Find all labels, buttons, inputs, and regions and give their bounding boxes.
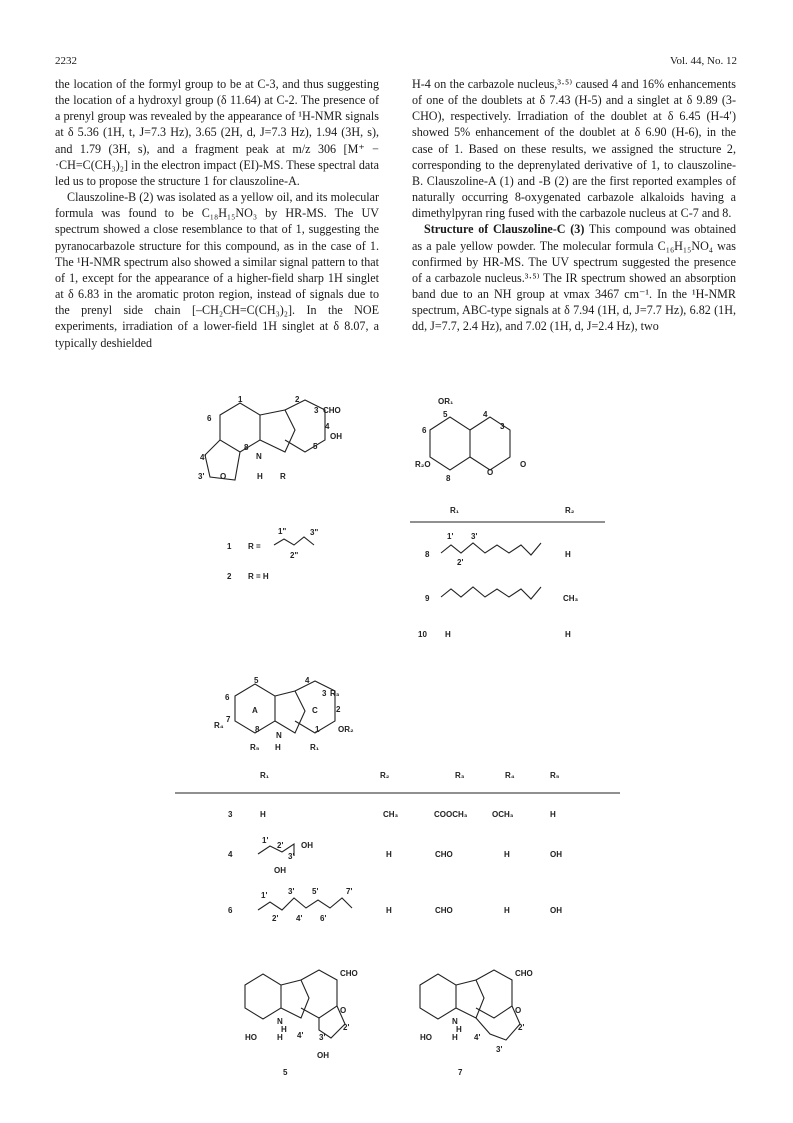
compound-number: 3 [228,810,233,819]
page-number: 2232 [55,55,77,67]
atom-label: H [277,1033,283,1042]
atom-label: 2 [295,395,300,404]
substituent-label: OR₂ [338,725,354,734]
r2-value: H [565,550,571,559]
atom-label: O [515,1006,522,1015]
r4-value: H [504,850,510,859]
paragraph: Clauszoline-B (2) was isolated as a yellow oil, and its molecular formula was found to be C₁₈H₁₅NO₃ by HR-MS. The UV spectrum showed a close resemblance to that of 1, suggesting the pyranocarbazole structure for this compound, as in the case of 1. The ¹H-NMR spectrum also showed a similar signal pattern to that of 1, except for the appearance of a higher-field sharp 1H singlet at δ 6.83 in the aromatic proton region, instead of signals due to the prenyl side chain [–CH₂CH=C(CH₃)₂]. In the NOE experiments, irradiation of a lower-field 1H singlet at δ 8.07, a typically deshielded [55,190,379,350]
r3-value: CHO [435,850,453,859]
atom-label: H [281,1025,287,1034]
atom-label: 5 [254,676,259,685]
r5-value: OH [550,906,562,915]
substituent-label: OH [317,1051,329,1060]
r2-value: CH₃ [383,810,399,819]
figure-compound-1-2 [200,395,400,595]
r1-value: H [260,810,266,819]
locant-label: 3" [310,528,319,537]
locant-label: 3' [319,1033,326,1042]
compound-number: 9 [425,594,430,603]
compound-number: 4 [228,850,233,859]
substituent-label: CHO [340,969,358,978]
locant-label: 3' [496,1045,503,1054]
substituent-label: HO [420,1033,432,1042]
r2-value: H [386,906,392,915]
atom-label: 4 [305,676,310,685]
paragraph [412,221,736,334]
r2-value: H [386,850,392,859]
locant-label: 5' [312,887,319,896]
locant-label: 2' [518,1023,525,1032]
r5-value: H [550,810,556,819]
r4-value: H [504,906,510,915]
paragraph: the location of the formyl group to be at C-3, and thus suggesting the location of a hydroxyl group (δ 11.64) at C-2. The presence of a prenyl group was revealed by the appearance of ¹H-NMR signals at δ 5.36 (1H, t, J=7.3 Hz), 3.65 (2H, d, J=7.3 Hz), 1.94 (3H, s), and 1.79 (3H, s), and a fragment peak at m/z 306 [M⁺ − ·CH=C(CH₃)₂] in the electron impact (EI)-MS. These spectral data led us to propose the structure 1 for clauszoline-A. [55,77,379,188]
atom-label: H [452,1033,458,1042]
substituent-label: CHO [323,406,341,415]
compound-number: 5 [283,1068,288,1077]
column-header: R₁ [450,506,460,515]
atom-label: 2 [336,705,341,714]
atom-label: 4' [200,453,207,462]
atom-label: 6 [422,426,427,435]
compound-number: 2 [227,572,232,581]
locant-label: 4' [474,1033,481,1042]
compound-number: 8 [425,550,430,559]
substituent-label: OR₁ [438,397,454,406]
locant-label: 2' [272,914,279,923]
atom-label: N [277,1017,283,1026]
locant-label: 1" [278,527,287,536]
locant-label: 1' [262,836,269,845]
substituent-label: OH [330,432,342,441]
column-header: R₅ [550,771,560,780]
locant-label: 4' [296,914,303,923]
locant-label: 2' [457,558,464,567]
column-header: R₁ [260,771,270,780]
locant-label: 7' [346,887,353,896]
atom-label: O [487,468,494,477]
atom-label: O [520,460,527,469]
atom-label: 8 [244,443,249,452]
locant-label: 1' [447,532,454,541]
ring-label: C [312,706,318,715]
left-column [55,76,379,351]
atom-label: 7 [226,715,231,724]
figure-coumarins [405,395,635,639]
r2-value: CH₃ [563,594,579,603]
atom-label: 3 [500,422,505,431]
atom-label: O [220,472,227,481]
atom-label: H [456,1025,462,1034]
substituent-label: CHO [515,969,533,978]
atom-label: 6 [225,693,230,702]
locant-label: 6' [320,914,327,923]
atom-label: H [275,743,281,752]
atom-label: H [257,472,263,481]
atom-label: 4 [483,410,488,419]
paragraph-text: This compound was obtained as a pale yellow powder. The molecular formula C₁₆H₁₅NO₄ was confirmed by HR-MS. The UV spectrum suggested the presence of a carbazole nucleus.³·⁵⁾ The IR spectrum showed an absorption band due to an NH group at νmax 3467 cm⁻¹. In the ¹H-NMR spectrum, ABC-type signals at δ 7.94 (1H, d, J=7.7 Hz), 6.82 (1H, dd, J=7.7, 2.4 Hz), and 7.02 (1H, d, J=2.4 Hz), two [412,222,736,334]
substituent-label: R₂O [415,460,431,469]
atom-label: 3 [314,406,319,415]
substituent-label: HO [245,1033,257,1042]
atom-label: R [280,472,286,481]
r-definition: R = H [248,572,269,581]
compound-number: 6 [228,906,233,915]
r1-value: H [445,630,451,639]
atom-label: O [340,1006,347,1015]
atom-label: 8 [446,474,451,483]
figure-carbazoles-table [170,676,630,936]
atom-label: 5 [443,410,448,419]
atom-label: 8 [255,725,260,734]
atom-label: 4 [325,422,330,431]
substituent-label: R₄ [214,721,224,730]
r4-value: OCH₃ [492,810,514,819]
substituent-label: OH [301,841,313,850]
column-header: R₄ [505,771,515,780]
atom-label: 3' [198,472,205,481]
atom-label: N [452,1017,458,1026]
locant-label: 2' [343,1023,350,1032]
locant-label: 2" [290,551,299,560]
column-header: R₃ [455,771,465,780]
figure-compound-5 [235,960,385,1080]
substituent-label: R₅ [250,743,260,752]
atom-label: 5 [313,442,318,451]
locant-label: 2' [277,841,284,850]
right-column [412,76,736,335]
paragraph: H-4 on the carbazole nucleus,³·⁵⁾ caused 4 and 16% enhancements of one of the doublets at δ 7.43 (H-5) and a singlet at δ 9.89 (3-CHO), respectively. Irradiation of the doublet at δ 6.45 (H-4′) showed 5% enhancement of the doublet at δ 6.90 (H-6), in the case of 1. Based on these results, we assigned the structure 2, corresponding to the deprenylated derivative of 1, to clauszoline-B. Clauszoline-A (1) and -B (2) are the first reported examples of naturally occurring 8-oxygenated carbazole alkaloids having a dimethylpyran ring fused with the carbazole nucleus at C-7 and 8. [412,77,736,221]
journal-volume: Vol. 44, No. 12 [669,55,737,67]
compound-number: 1 [227,542,232,551]
locant-label: 3' [288,887,295,896]
locant-label: 4' [297,1031,304,1040]
atom-label: 1 [315,725,320,734]
atom-label: 1 [238,395,243,404]
r3-value: CHO [435,906,453,915]
atom-label: N [256,452,262,461]
column-header: R₂ [380,771,390,780]
compound-number: 10 [418,630,427,639]
r5-value: OH [550,850,562,859]
locant-label: 3' [471,532,478,541]
column-header: R₂ [565,506,575,515]
figure-compound-7 [410,960,560,1080]
substituent-label: R₃ [330,689,340,698]
locant-label: 3' [288,852,295,861]
substituent-label: OH [274,866,286,875]
r-definition: R = [248,542,261,551]
r3-value: COOCH₃ [434,810,468,819]
atom-label: 3 [322,689,327,698]
atom-label: N [276,731,282,740]
compound-number: 7 [458,1068,463,1077]
section-heading: Structure of Clauszoline-C (3) [424,222,585,237]
atom-label: 6 [207,414,212,423]
locant-label: 1' [261,891,268,900]
substituent-label: R₁ [310,743,320,752]
ring-label: A [252,706,258,715]
r2-value: H [565,630,571,639]
